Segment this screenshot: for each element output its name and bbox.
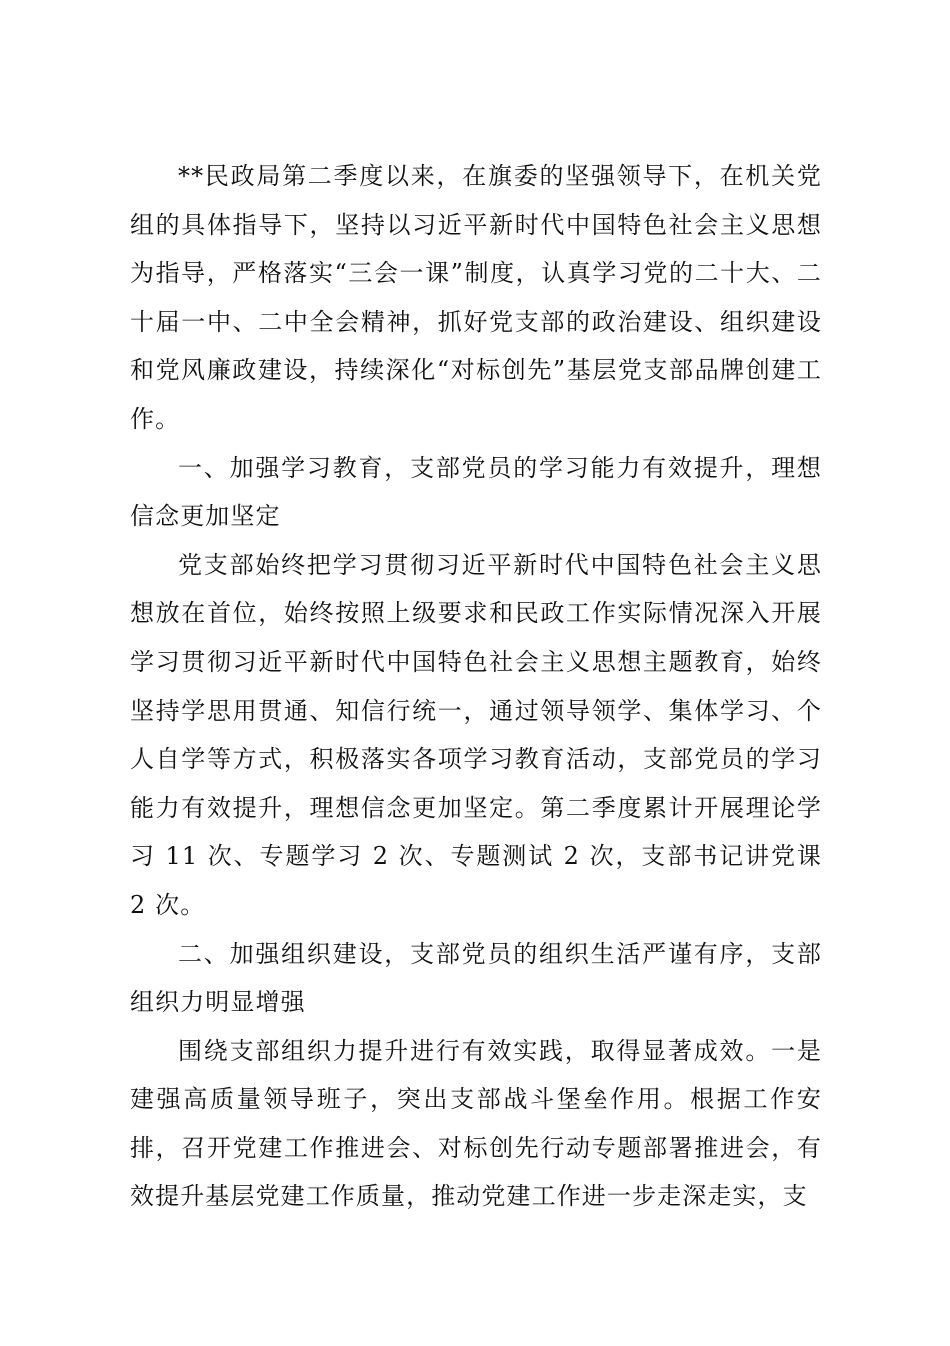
section-heading-1: 一、加强学习教育，支部党员的学习能力有效提升，理想信念更加坚定 — [130, 453, 822, 531]
section-heading-2: 二、加强组织建设，支部党员的组织生活严谨有序，支部组织力明显增强 — [130, 939, 822, 1017]
section-body-2: 围绕支部组织力提升进行有效实践，取得显著成效。一是建强高质量领导班子，突出支部战斗堡垒作用。根据工作安排，召开党建工作推进会、对标创先行动专题部署推进会，有效提升基层党建工作质量，推动党建工作进一步走深走实，支 — [130, 1036, 822, 1211]
section-body-1: 党支部始终把学习贯彻习近平新时代中国特色社会主义思想放在首位，始终按照上级要求和民政工作实际情况深入开展学习贯彻习近平新时代中国特色社会主义思想主题教育，始终坚持学思用贯通、知信行统一，通过领导领学、集体学习、个人自学等方式，积极落实各项学习教育活动，支部党员的学习能力有效提升，理想信念更加坚定。第二季度累计开展理论学习 11 次、专题学习 2 次、专题测试 2 次，支部书记讲党课 2 次。 — [130, 550, 822, 919]
intro-paragraph: **民政局第二季度以来，在旗委的坚强领导下，在机关党组的具体指导下，坚持以习近平新时代中国特色社会主义思想为指导，严格落实“三会一课”制度，认真学习党的二十大、二十届一中、二中全会精神，抓好党支部的政治建设、组织建设和党风廉政建设，持续深化“对标创先”基层党支部品牌创建工作。 — [130, 162, 822, 433]
document-body — [130, 152, 822, 1221]
